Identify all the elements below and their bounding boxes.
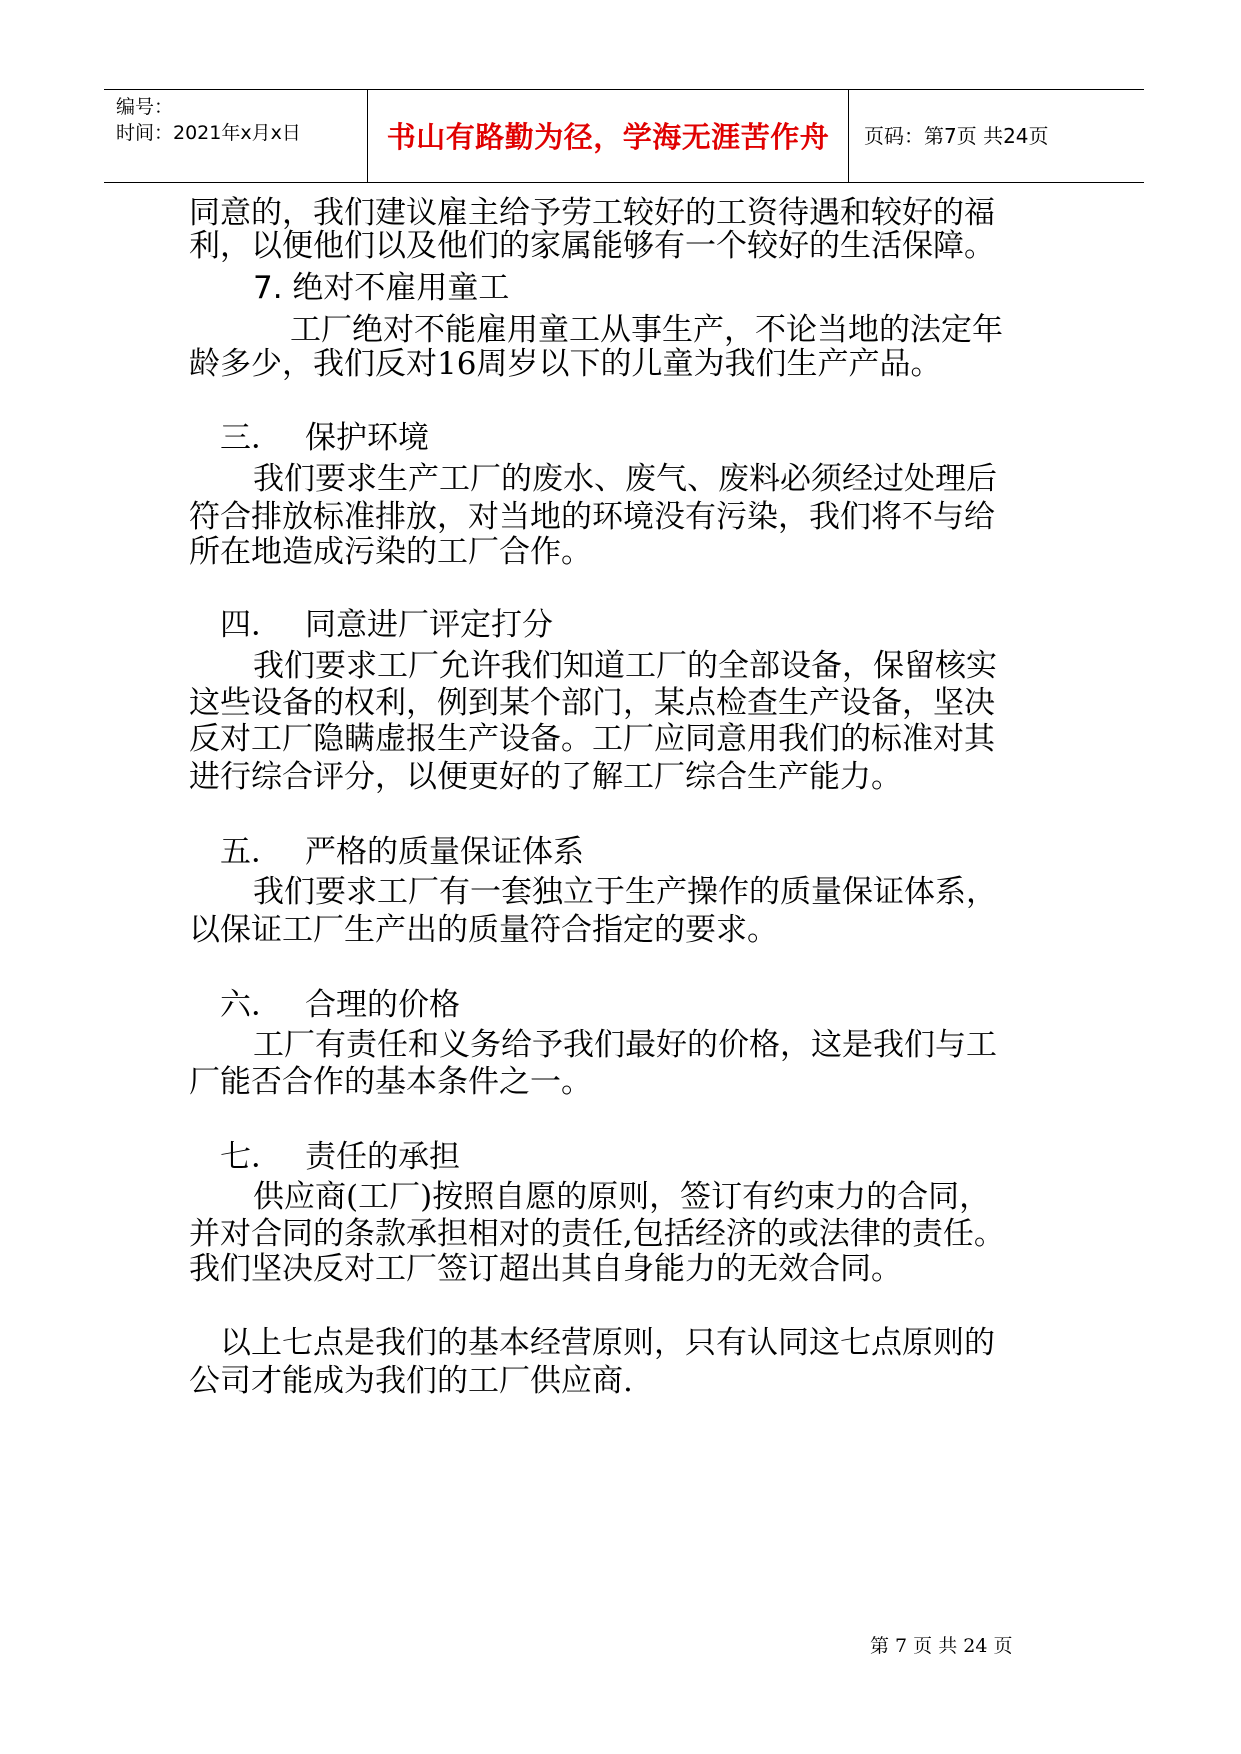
- paragraph-line: 利，以便他们以及他们的家属能够有一个较好的生活保障。: [189, 228, 995, 264]
- paragraph-line: 工厂有责任和义务给予我们最好的价格，这是我们与工: [253, 1027, 997, 1063]
- section-3-heading: [220, 418, 429, 458]
- paragraph-line: 反对工厂隐瞒虚报生产设备。工厂应同意用我们的标准对其: [189, 721, 995, 757]
- date-label: 时间：2021年x月x日: [116, 122, 301, 144]
- paragraph-line: 我们要求工厂允许我们知道工厂的全部设备，保留核实: [253, 648, 997, 684]
- paragraph-line: 进行综合评分，以便更好的了解工厂综合生产能力。: [189, 759, 902, 795]
- section-5-heading: [220, 832, 584, 872]
- paragraph-line: 我们要求生产工厂的废水、废气、废料必须经过处理后: [253, 461, 997, 497]
- paragraph-line: 我们坚决反对工厂签订超出其自身能力的无效合同。: [189, 1251, 902, 1287]
- section-title: 同意进厂评定打分: [305, 607, 553, 643]
- section-number: 三．: [220, 420, 282, 456]
- section-number: 六．: [220, 987, 282, 1023]
- section-number: 五．: [220, 834, 282, 870]
- serial-number-label: 编号：: [116, 96, 174, 118]
- section-title: 严格的质量保证体系: [305, 834, 584, 870]
- paragraph-line: 公司才能成为我们的工厂供应商.: [189, 1363, 633, 1399]
- paragraph-line: 厂能否合作的基本条件之一。: [189, 1064, 592, 1100]
- section-number: 四．: [220, 607, 282, 643]
- header-meta-cell: [104, 90, 368, 182]
- section-title: 合理的价格: [305, 987, 460, 1023]
- section-title: 责任的承担: [305, 1139, 460, 1175]
- paragraph-line: 以上七点是我们的基本经营原则，只有认同这七点原则的: [220, 1325, 995, 1361]
- section-number: 七．: [220, 1139, 282, 1175]
- page-header: [104, 89, 1144, 183]
- paragraph-line: 这些设备的权利，例到某个部门，某点检查生产设备，坚决: [189, 685, 995, 721]
- paragraph-line: 供应商(工厂)按照自愿的原则，签订有约束力的合同，: [253, 1179, 991, 1215]
- header-page-code: 页码：第7页 共24页: [864, 124, 1049, 148]
- section-title: 保护环境: [305, 420, 429, 456]
- header-motto-cell: [368, 90, 849, 182]
- paragraph-line: 工厂绝对不能雇用童工从事生产，不论当地的法定年: [290, 312, 1003, 348]
- header-page-cell: [850, 90, 1144, 182]
- section-4-heading: [220, 605, 553, 645]
- section-6-heading: [220, 985, 460, 1025]
- paragraph-line: 我们要求工厂有一套独立于生产操作的质量保证体系，: [253, 874, 997, 910]
- paragraph-line: 符合排放标准排放，对当地的环境没有污染，我们将不与给: [189, 499, 995, 535]
- paragraph-line: 所在地造成污染的工厂合作。: [189, 534, 592, 570]
- item-7-title: 7. 绝对不雇用童工: [253, 270, 510, 306]
- paragraph-line: 以保证工厂生产出的质量符合指定的要求。: [189, 912, 778, 948]
- paragraph-line: 并对合同的条款承担相对的责任,包括经济的或法律的责任。: [189, 1216, 1005, 1252]
- section-7-heading: [220, 1137, 460, 1177]
- page-footer: 第 7 页 共 24 页: [870, 1635, 1013, 1657]
- paragraph-line: 同意的，我们建议雇主给予劳工较好的工资待遇和较好的福: [189, 195, 995, 231]
- header-motto: 书山有路勤为径，学海无涯苦作舟: [386, 120, 830, 154]
- paragraph-line: 龄多少，我们反对16周岁以下的儿童为我们生产产品。: [189, 346, 942, 382]
